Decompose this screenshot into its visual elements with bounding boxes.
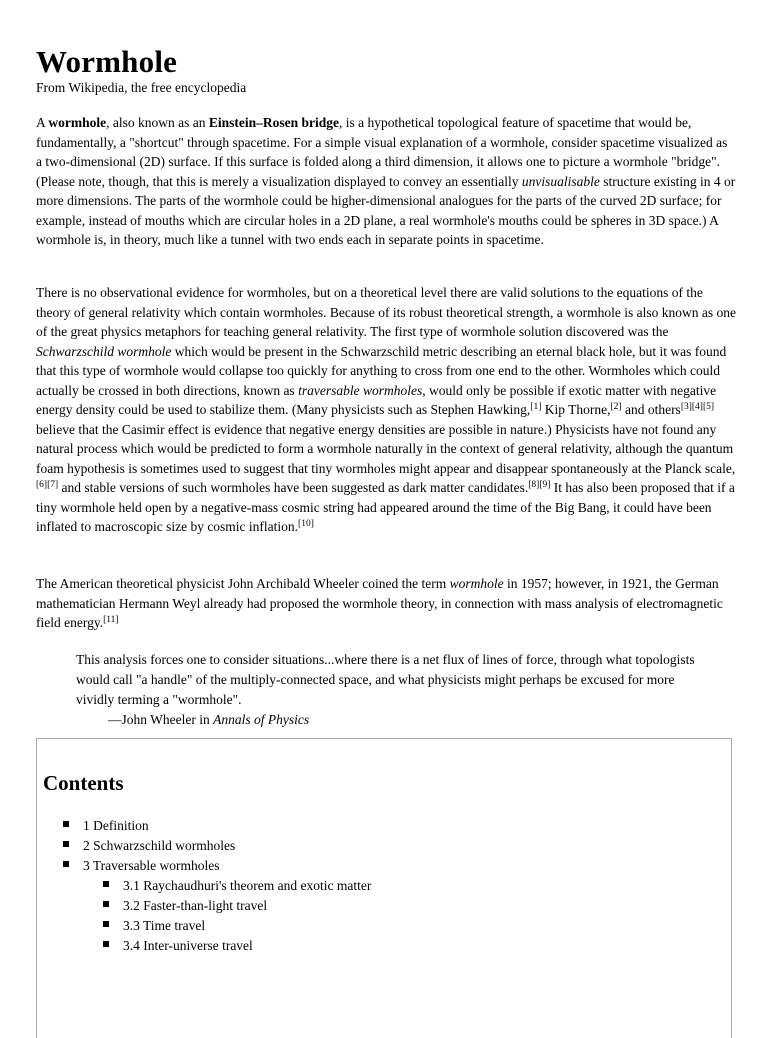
page-title: Wormhole: [36, 44, 178, 79]
toc-sublist: [103, 876, 371, 956]
toc-item-label: 3 Traversable wormholes: [83, 858, 220, 873]
toc-item-faster-than-light[interactable]: 3.2 Faster-than-light travel: [103, 896, 371, 916]
text: in 1957; however, in 1921, the German mathematician Hermann Weyl already had proposed the wormhole theory, in connection with mass analysis of electromagnetic field energy.: [36, 576, 723, 630]
citation-link[interactable]: [2]: [610, 402, 622, 412]
toc-heading: Contents: [43, 771, 124, 795]
citation-link[interactable]: [3][4][5]: [680, 402, 715, 412]
bold-term: wormhole: [48, 115, 107, 130]
page-subtitle: From Wikipedia, the free encyclopedia: [36, 80, 247, 95]
toc-list: [63, 816, 371, 956]
text: structure existing in 4 or more dimensions. The parts of the wormhole could be higher-dimensional analogues for the parts of the curved 2D surface; for example, instead of mouths which are circular holes in a 2D plane, a real wormhole's mouths could be spheres in 3D space.) A wormhole is, in theory, much like a tunnel with two ends each in separate points in spacetime.: [36, 173, 736, 247]
quote-text: This analysis forces one to consider situations...where there is a net flux of lines of force, through what topologists would call "a handle" of the multiply-connected space, and what physicists might perhaps be excused for more vividly terming a "wormhole".: [76, 652, 695, 707]
attribution-source: Annals of Physics: [213, 712, 310, 727]
text: , also known as an: [106, 115, 209, 130]
citation-link[interactable]: [1]: [530, 402, 542, 412]
text: , would only be possible if exotic matter with negative energy density could be used to stabilize them. (Many physicists such as Stephen Hawking,: [36, 382, 717, 417]
toc-item-raychaudhuri-theorem[interactable]: 3.1 Raychaudhuri's theorem and exotic matter: [103, 876, 371, 896]
text: which would be present in the Schwarzschild metric describing an eternal black hole, but it was found that this type of wormhole would collapse too quickly for anything to cross from one end to the other. Wormholes which could actually be crossed in both directions, known as: [36, 343, 727, 398]
intro-paragraph: [36, 113, 736, 250]
toc-item-time-travel[interactable]: 3.3 Time travel: [103, 916, 371, 936]
text: The American theoretical physicist John Archibald Wheeler coined the term: [36, 576, 450, 591]
text: and stable versions of such wormholes have been suggested as dark matter candidates.: [58, 480, 529, 495]
history-paragraph: [36, 574, 736, 633]
italic-term: traversable wormholes: [298, 382, 423, 398]
citation-link[interactable]: [10]: [298, 519, 314, 529]
table-of-contents: [36, 738, 732, 1038]
attribution-author: —John Wheeler in: [108, 712, 214, 727]
citation-link[interactable]: [8][9]: [528, 480, 551, 490]
toc-item-inter-universe-travel[interactable]: 3.4 Inter-universe travel: [103, 936, 371, 956]
text: There is no observational evidence for wormholes, but on a theoretical level there are valid solutions to the equations of the theory of general relativity which contain wormholes. Because of its robust theoretical strength, a wormhole is also known as one of the great physics metaphors for teaching general relativity. The first type of wormhole solution discovered was the: [36, 285, 736, 339]
toc-item-definition[interactable]: 1 Definition: [63, 816, 371, 836]
italic-term: unvisualisable: [521, 173, 600, 189]
citation-link[interactable]: [6][7]: [36, 480, 59, 490]
quote-attribution: [76, 710, 716, 730]
italic-term: wormhole: [449, 576, 504, 591]
text: and others: [621, 402, 681, 417]
text: It has also been proposed that if a tiny wormhole held open by a negative-mass cosmic string had appeared around the time of the Big Bang, it could have been inflated to macroscopic size by cosmic inflation.: [36, 480, 735, 534]
text: , is a hypothetical topological feature of spacetime that would be, fundamentally, a "shortcut" through spacetime. For a simple visual explanation of a wormhole, consider spacetime visualized as a two-dimensional (2D) surface. If this surface is folded along a third dimension, it allows one to picture a wormhole "bridge". (Please note, though, that this is merely a visualization displayed to convey an essentially: [36, 115, 728, 189]
toc-item-traversable-wormholes[interactable]: [63, 856, 371, 956]
italic-term: Schwarzschild wormhole: [36, 343, 172, 359]
bold-term: Einstein–Rosen bridge: [208, 115, 340, 130]
evidence-paragraph: [36, 283, 736, 537]
text: Kip Thorne,: [541, 402, 611, 417]
wheeler-quote: [76, 650, 716, 730]
toc-item-schwarzschild-wormholes[interactable]: 2 Schwarzschild wormholes: [63, 836, 371, 856]
text: A: [36, 115, 49, 130]
text: believe that the Casimir effect is evidence that negative energy densities are possible in nature.) Physicists have not found any natural process which would be predicted to form a wormhole naturally in the context of general relativity, although the quantum foam hypothesis is sometimes used to suggest that tiny wormholes might appear and disappear spontaneously at the Planck scale,: [36, 421, 736, 476]
citation-link[interactable]: [11]: [103, 615, 119, 625]
